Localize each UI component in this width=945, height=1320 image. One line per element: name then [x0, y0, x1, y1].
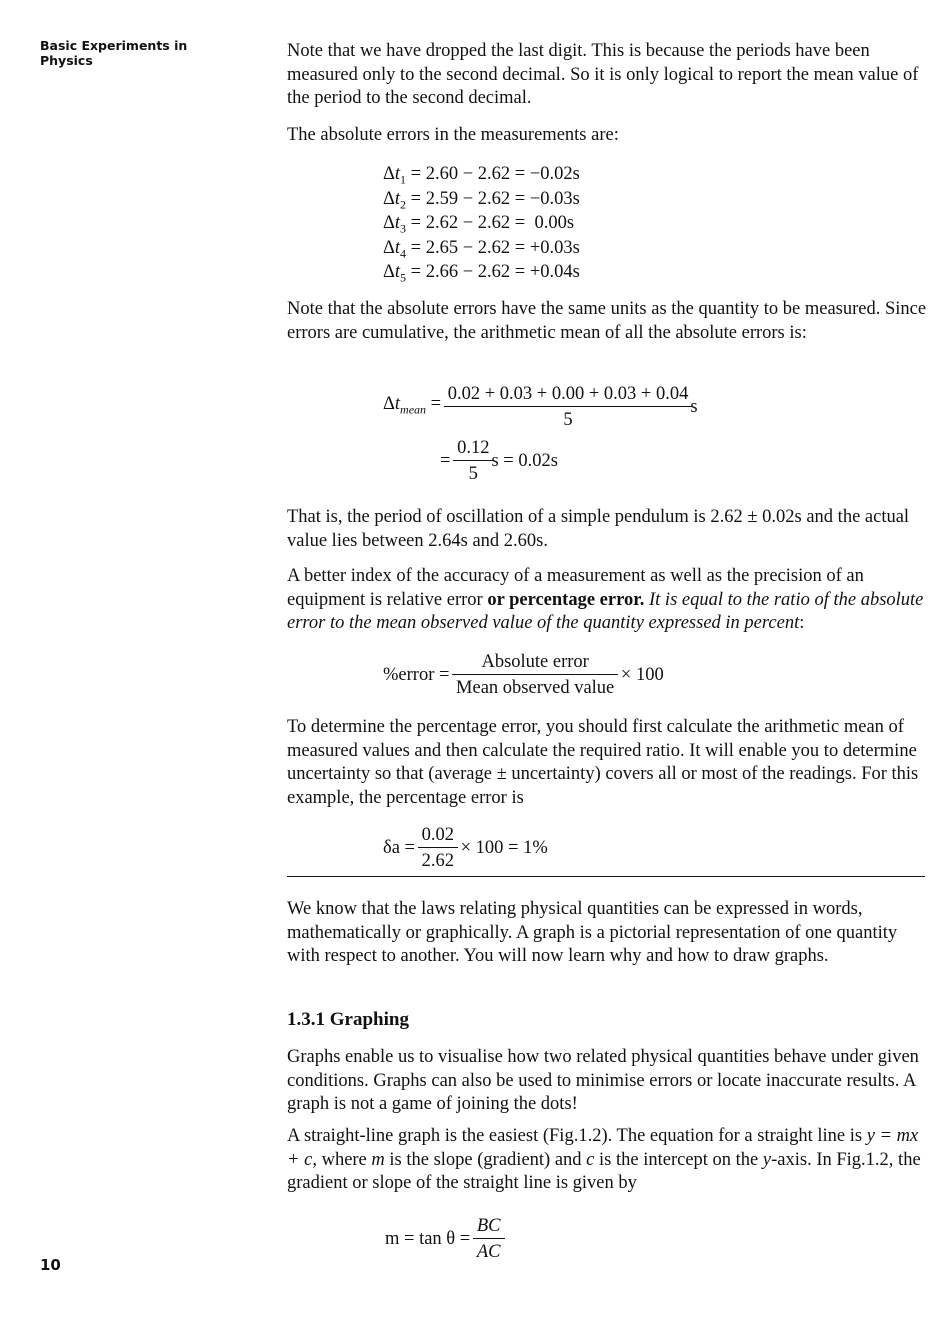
page-number: 10: [40, 1256, 61, 1274]
paragraph-graphs-enable: Graphs enable us to visualise how two related physical quantities behave under given conditions. Graphs can also be used to minimise errors or locate inaccurate results. A graph is not a game of joining the dots!: [287, 1047, 919, 1114]
paragraph-determine-percentage: To determine the percentage error, you should first calculate the arithmetic mean of measured values and then calculate the required ratio. It will enable you to determine uncertainty so that (average ± uncertainty) covers all or most of the readings. For this example, the percentage error is: [287, 717, 919, 808]
section-heading: 1.3.1 Graphing: [287, 1009, 409, 1030]
section-divider: [287, 876, 925, 877]
percentage-error-formula: %error = $\frac{\text{Absolute error}}{\text{Mean observed value}}$ × 100: [383, 650, 664, 701]
paragraph-absolute-errors-intro: The absolute errors in the measurements are:: [287, 125, 619, 145]
abs-error-1: $\Delta t_1 = 2.60 - 2.62 = -0.02s$: [383, 164, 580, 187]
paragraph-cumulative-errors: Note that the absolute errors have the same units as the quantity to be measured. Since errors are cumulative, the arithmetic mean of all the absolute errors is:: [287, 299, 927, 343]
paragraph-relative-error: A better index of the accuracy of a measurement as well as the precision of an equipment is relative error or percentage error. It is equal to the ratio of the absolute error to the mean observed value of the quantity expressed in percent:: [287, 566, 924, 633]
abs-error-2: $\Delta t_2 = 2.59 - 2.62 = -0.03s$: [383, 188, 580, 212]
paragraph-dropped-digit: Note that we have dropped the last digit. This is because the periods have been measured only to the second decimal. So it is only logical to report the mean value of the period to the second decimal.: [287, 41, 919, 108]
mean-error-result: = $\frac{0.12}{5}$ s = 0.02s: [440, 436, 558, 487]
abs-error-3: $\Delta t_3 = 2.62 - 2.62 = 0.00s$: [383, 213, 575, 236]
paragraph-straight-line: A straight-line graph is the easiest (Fig.1.2). The equation for a straight line is y = mx + c, where m is the slope (gradient) and c is the intercept on the y-axis. In Fig.1.2, the gradient or slope of the straight line is given by: [287, 1126, 921, 1193]
abs-error-5: $\Delta t_5 = 2.66 - 2.62 = +0.04s$: [383, 262, 580, 285]
slope-equation: m = tan θ = $\frac{BC}{AC}$: [385, 1214, 503, 1265]
paragraph-period-result: That is, the period of oscillation of a simple pendulum is 2.62 ± 0.02s and the actual value lies between 2.64s and 2.60s.: [287, 507, 910, 551]
delta-a-equation: δa = $\frac{0.02}{2.62}$ × 100 = 1%: [383, 823, 548, 874]
paragraph-laws-graphs: We know that the laws relating physical quantities can be expressed in words, mathematically or graphically. A graph is a pictorial representation of one quantity with respect to another. You will now learn why and how to draw graphs.: [287, 899, 898, 966]
abs-error-4: $\Delta t_4 = 2.65 - 2.62 = +0.03s$: [383, 237, 580, 261]
mean-error-equation: $\Delta t_{mean}$ = $\frac{0.02 + 0.03 + 0.00 + 0.03 + 0.04}{5}$ s: [383, 382, 698, 433]
running-header: Basic Experiments in Physics: [40, 38, 188, 68]
